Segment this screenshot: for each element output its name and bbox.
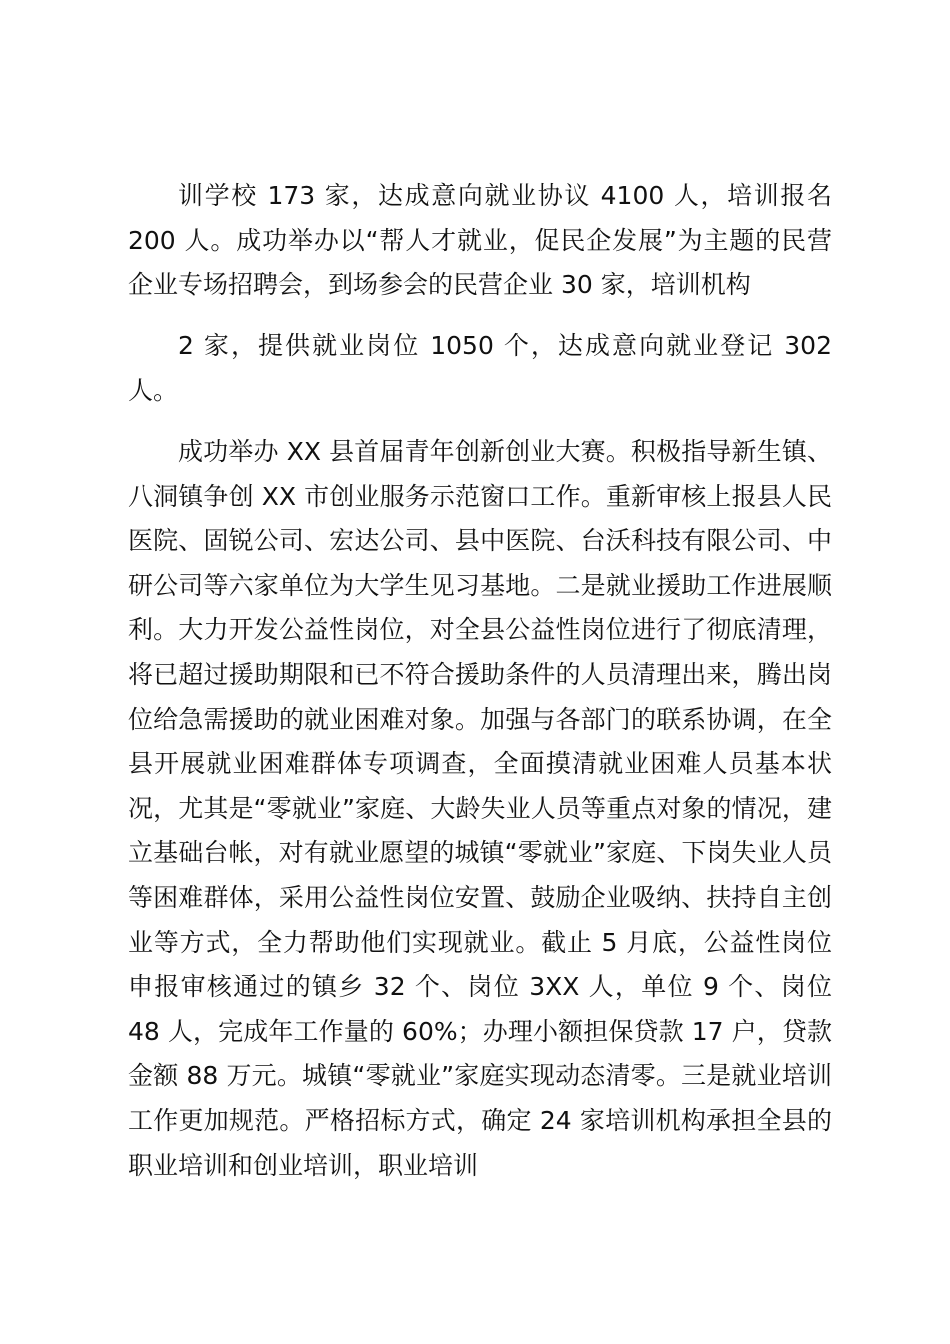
paragraph-2: 2 家，提供就业岗位 1050 个，达成意向就业登记 302 人。 xyxy=(128,331,832,405)
paragraph-3: 成功举办 XX 县首届青年创新创业大赛。积极指导新生镇、八洞镇争创 XX 市创业服务示范窗口工作。重新审核上报县人民医院、固锐公司、宏达公司、县中医院、台沃科技有限公司、中研公司等六家单位为大学生见习基地。二是就业援助工作进展顺利。大力开发公益性岗位，对全县公益性岗位进行了彻底清理，将已超过援助期限和已不符合援助条件的人员清理出来，腾出岗位给急需援助的就业困难对象。加强与各部门的联系协调，在全县开展就业困难群体专项调查，全面摸清就业困难人员基本状况，尤其是“零就业”家庭、大龄失业人员等重点对象的情况，建立基础台帐，对有就业愿望的城镇“零就业”家庭、下岗失业人员等困难群体，采用公益性岗位安置、鼓励企业吸纳、扶持自主创业等方式，全力帮助他们实现就业。截止 5 月底，公益性岗位申报审核通过的镇乡 32 个、岗位 3XX 人，单位 9 个、岗位 48 人，完成年工作量的 60%；办理小额担保贷款 17 户，贷款金额 88 万元。城镇“零就业”家庭实现动态清零。三是就业培训工作更加规范。严格招标方式，确定 24 家培训机构承担全县的职业培训和创业培训，职业培训 xyxy=(128,437,832,1180)
paragraph-1: 训学校 173 家，达成意向就业协议 4100 人，培训报名 200 人。成功举办以“帮人才就业，促民企发展”为主题的民营企业专场招聘会，到场参会的民营企业 30 家，培训机构 xyxy=(128,181,832,300)
